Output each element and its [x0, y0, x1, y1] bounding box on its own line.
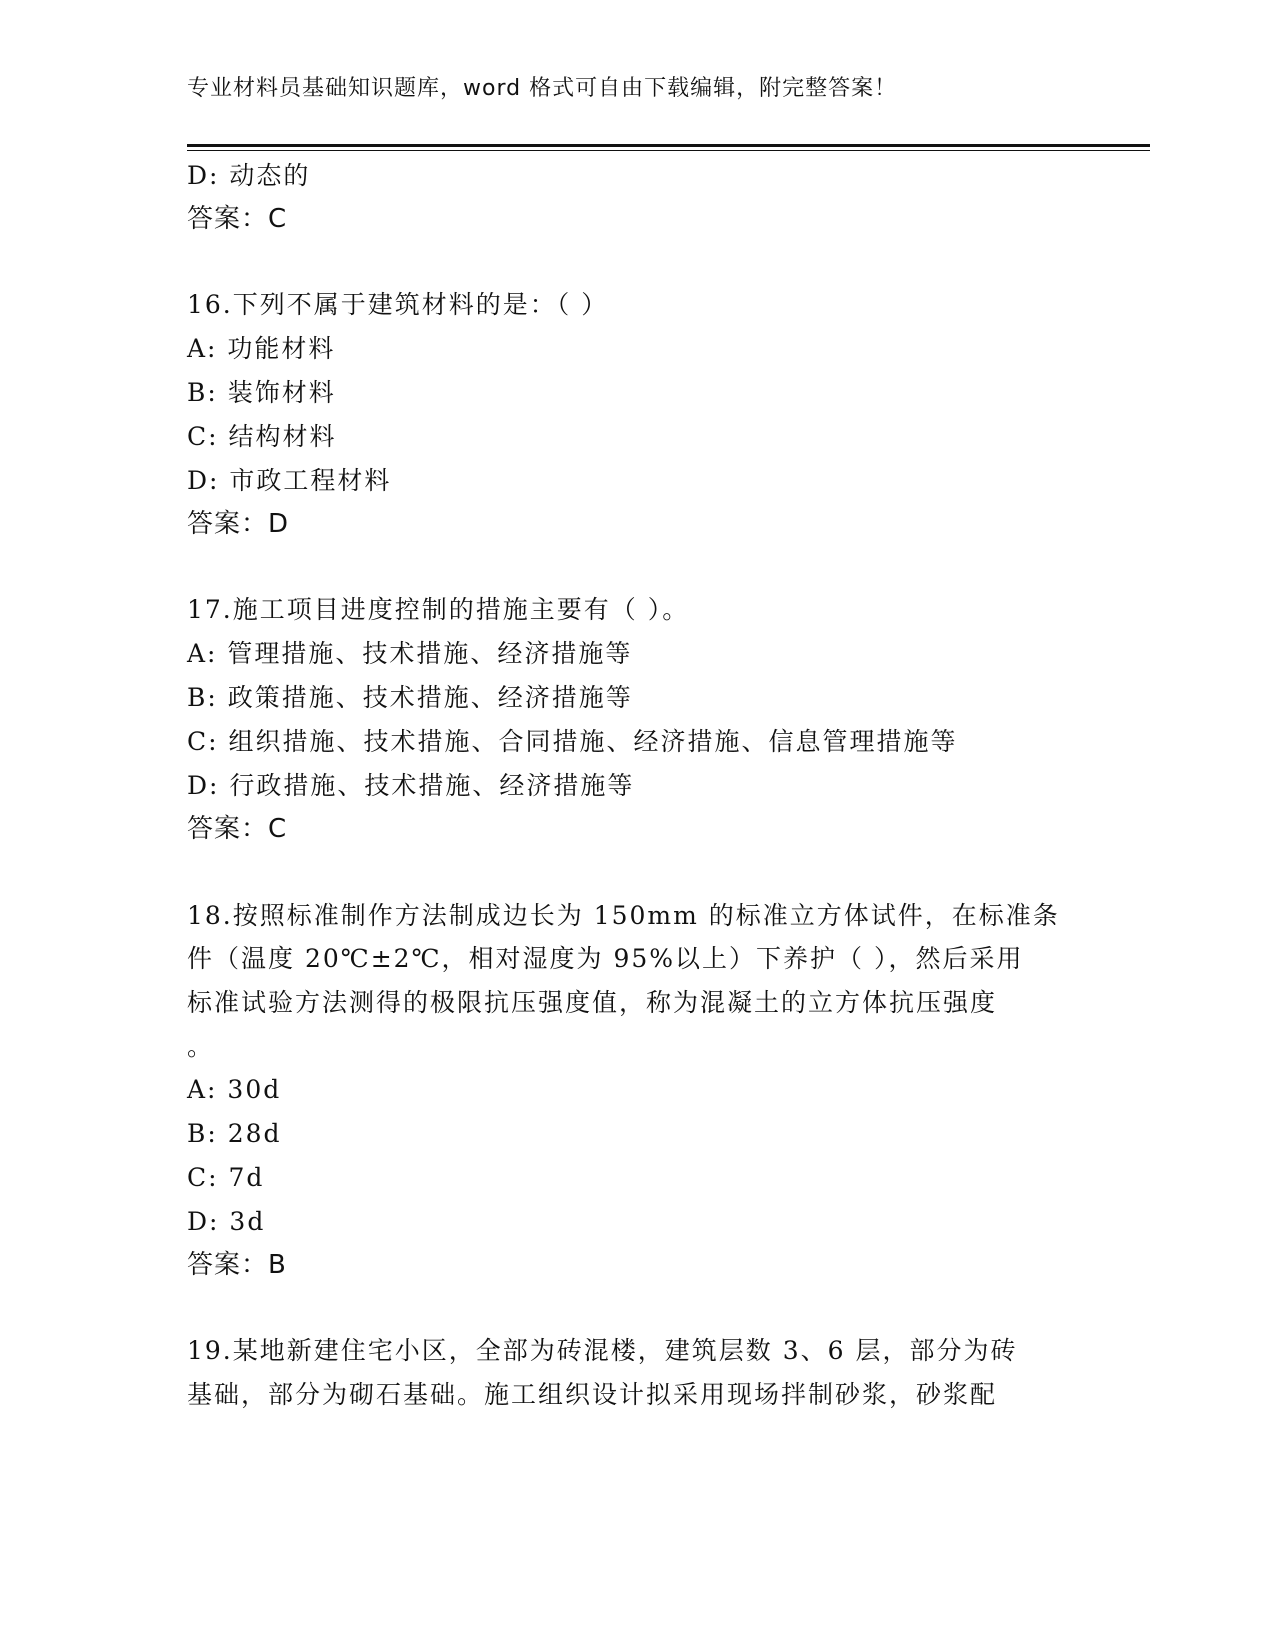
q18-stem-line-2: 件（温度 20℃±2℃，相对湿度为 95%以上）下养护（ ），然后采用 — [187, 944, 1024, 973]
q16-answer: 答案：D — [187, 509, 290, 539]
q16-option-d: D: 市政工程材料 — [187, 466, 392, 495]
q16-option-c: C: 结构材料 — [187, 422, 337, 451]
q18-option-b: B: 28d — [187, 1119, 282, 1148]
q17-option-a: A: 管理措施、技术措施、经济措施等 — [187, 639, 633, 668]
q18-option-a: A: 30d — [187, 1075, 282, 1104]
q19-stem-line-2: 基础，部分为砌石基础。施工组织设计拟采用现场拌制砂浆，砂浆配 — [187, 1380, 998, 1409]
q16-option-a: A: 功能材料 — [187, 334, 336, 363]
q17-answer: 答案：C — [187, 814, 288, 844]
header-rule-thick — [187, 144, 1150, 147]
q18-stem-line-1: 18.按照标准制作方法制成边长为 150mm 的标准立方体试件，在标准条 — [187, 901, 1060, 930]
q17-stem: 17.施工项目进度控制的措施主要有（ ）。 — [187, 595, 690, 624]
q18-answer: 答案：B — [187, 1250, 287, 1280]
q19-stem-line-1: 19.某地新建住宅小区，全部为砖混楼，建筑层数 3、6 层，部分为砖 — [187, 1336, 1018, 1365]
q18-stem-line-4: 。 — [187, 1032, 215, 1061]
q16-option-b: B: 装饰材料 — [187, 378, 336, 407]
page-header: 专业材料员基础知识题库，word 格式可自由下载编辑，附完整答案！ — [187, 76, 898, 101]
q17-option-b: B: 政策措施、技术措施、经济措施等 — [187, 683, 633, 712]
header-rule-thin — [187, 150, 1150, 151]
q17-option-d: D: 行政措施、技术措施、经济措施等 — [187, 771, 635, 800]
q18-stem-line-3: 标准试验方法测得的极限抗压强度值，称为混凝土的立方体抗压强度 — [187, 988, 998, 1017]
q18-option-d: D: 3d — [187, 1207, 266, 1236]
q18-option-c: C: 7d — [187, 1163, 265, 1192]
prev-answer: 答案：C — [187, 204, 288, 234]
prev-option-d: D: 动态的 — [187, 161, 311, 190]
q17-option-c: C: 组织措施、技术措施、合同措施、经济措施、信息管理措施等 — [187, 727, 958, 756]
q16-stem: 16.下列不属于建筑材料的是：（ ） — [187, 290, 609, 319]
